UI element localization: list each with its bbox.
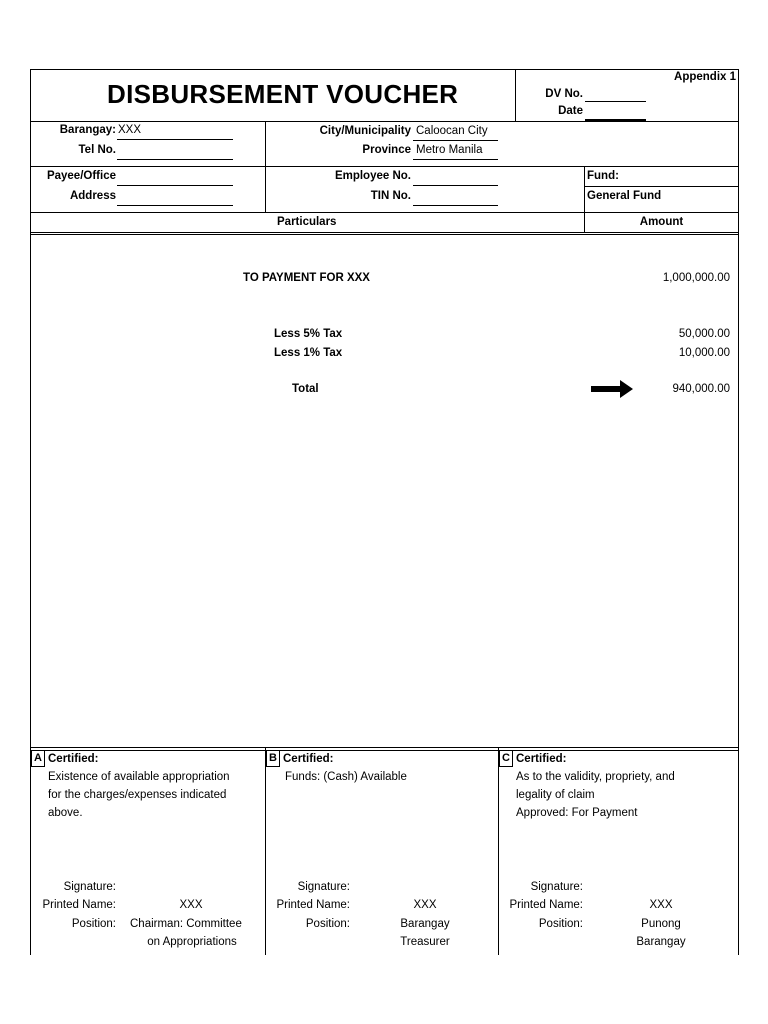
less1-label: Less 1% Tax [274, 347, 343, 359]
cert-a-body-1: Existence of available appropriation [48, 771, 230, 783]
frame-right-line [738, 69, 739, 955]
payment-description: TO PAYMENT FOR XXX [243, 272, 370, 284]
date-field[interactable] [585, 119, 646, 121]
address-label: Address [69, 190, 116, 202]
tin-no-field[interactable] [413, 205, 498, 206]
tel-label: Tel No. [78, 144, 116, 156]
frame-top-line [30, 69, 739, 70]
row-line-4a [30, 232, 739, 233]
cert-c-body-1: As to the validity, propriety, and [516, 771, 675, 783]
address-field[interactable] [117, 205, 233, 206]
cert-c-letter: C [499, 750, 513, 767]
row-line-4b [30, 234, 739, 235]
page-title: DISBURSEMENT VOUCHER [107, 79, 459, 109]
cert-c-heading: Certified: [516, 753, 567, 765]
total-amount: 940,000.00 [672, 383, 730, 395]
less5-amount: 50,000.00 [678, 328, 730, 340]
barangay-field[interactable] [117, 139, 233, 140]
row-line-3 [30, 212, 739, 213]
amount-header: Amount [639, 216, 684, 228]
cert-c-printed-name-label: Printed Name: [509, 899, 583, 911]
frame-left-line [30, 69, 31, 955]
cert-b-position-2: Treasurer [400, 936, 450, 948]
city-label: City/Municipality [319, 125, 411, 137]
cert-a-position-label: Position: [71, 918, 116, 930]
cert-a-body-3: above. [48, 807, 83, 819]
employee-no-label: Employee No. [334, 170, 411, 182]
payment-amount: 1,000,000.00 [662, 272, 730, 284]
cert-b-letter: B [266, 750, 280, 767]
cert-b-position-label: Position: [305, 918, 350, 930]
tin-no-label: TIN No. [370, 190, 411, 202]
cert-b-position-1: Barangay [400, 918, 450, 930]
cert-b-printed-name-label: Printed Name: [276, 899, 350, 911]
cert-line-b [30, 750, 739, 751]
fund-label: Fund: [587, 170, 619, 182]
cert-line-a [30, 747, 739, 748]
total-label: Total [292, 383, 319, 395]
province-value: Metro Manila [416, 144, 483, 156]
less1-amount: 10,000.00 [678, 347, 730, 359]
cert-b-signature-label: Signature: [297, 881, 350, 893]
city-value: Caloocan City [416, 125, 488, 137]
fund-value: General Fund [587, 190, 662, 202]
cert-a-body-2: for the charges/expenses indicated [48, 789, 227, 801]
barangay-value: XXX [118, 124, 142, 136]
cert-c-position-label: Position: [538, 918, 583, 930]
cert-b-printed-name: XXX [413, 899, 437, 911]
cert-a-printed-name: XXX [179, 899, 203, 911]
dv-no-field[interactable] [585, 101, 646, 102]
province-field[interactable] [413, 159, 498, 160]
cert-a-position-2: on Appropriations [147, 936, 237, 948]
payee-field[interactable] [117, 185, 233, 186]
province-label: Province [362, 144, 411, 156]
particulars-header: Particulars [277, 216, 337, 228]
cert-a-signature-label: Signature: [63, 881, 116, 893]
row-line-2 [30, 166, 739, 167]
cert-a-letter: A [31, 750, 45, 767]
less5-label: Less 5% Tax [274, 328, 343, 340]
cert-a-printed-name-label: Printed Name: [42, 899, 116, 911]
header-divider [515, 69, 516, 121]
row-line-1 [30, 121, 739, 122]
cert-a-heading: Certified: [48, 753, 99, 765]
tel-field[interactable] [117, 159, 233, 160]
payee-label: Payee/Office [46, 170, 116, 182]
fund-row-line [584, 186, 739, 187]
cert-a-position-1: Chairman: Committee [130, 918, 242, 930]
dv-no-label: DV No. [545, 88, 583, 100]
appendix-label: Appendix 1 [674, 71, 736, 83]
cert-c-position-1: Punong [641, 918, 681, 930]
employee-no-field[interactable] [413, 185, 498, 186]
cert-c-position-2: Barangay [636, 936, 686, 948]
date-label: Date [558, 105, 583, 117]
cert-b-body-1: Funds: (Cash) Available [285, 771, 407, 783]
cert-c-body-2: legality of claim [516, 789, 595, 801]
cert-c-signature-label: Signature: [530, 881, 583, 893]
cert-b-heading: Certified: [283, 753, 334, 765]
cert-c-body-3: Approved: For Payment [516, 807, 638, 819]
city-field[interactable] [413, 140, 498, 141]
cert-c-printed-name: XXX [649, 899, 673, 911]
barangay-label: Barangay: [59, 124, 116, 136]
